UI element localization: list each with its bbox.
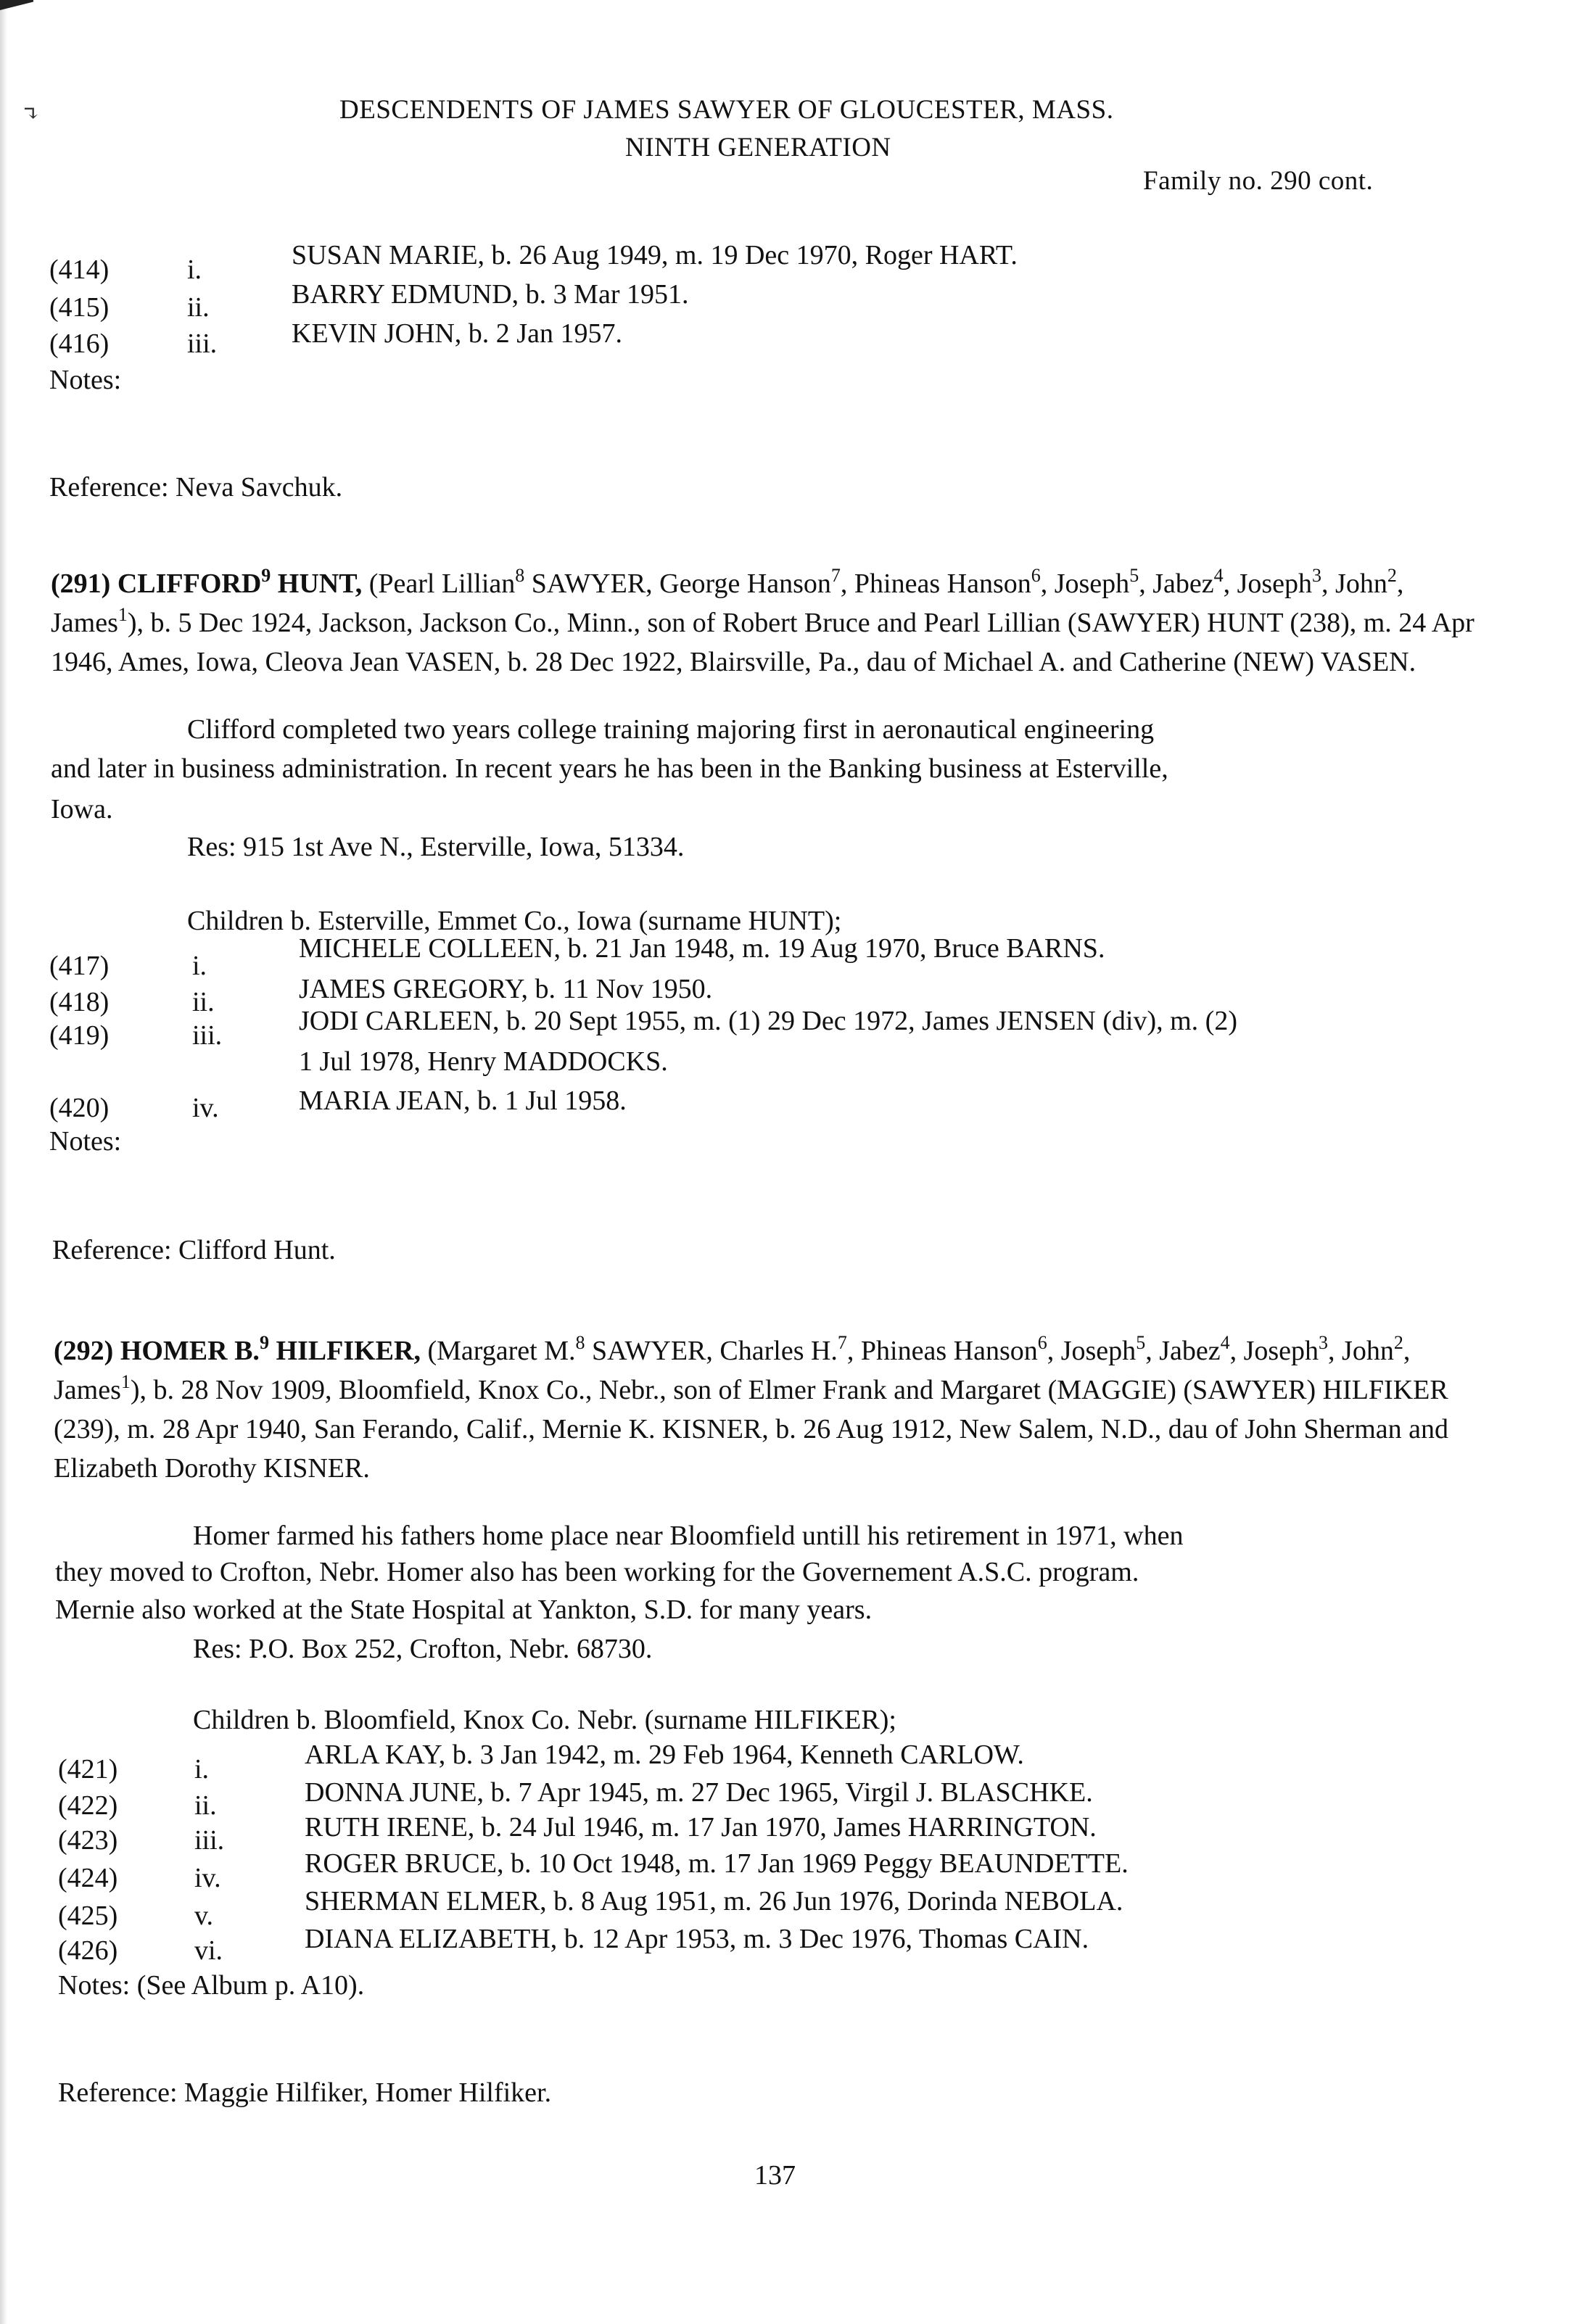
child-number: (414)	[49, 255, 110, 285]
corner-scan-mark	[0, 0, 33, 10]
page-edge-shadow	[0, 0, 7, 2324]
reference-line: Reference: Clifford Hunt.	[52, 1235, 336, 1265]
document-title: DESCENDENTS OF JAMES SAWYER OF GLOUCESTER, MASS.	[339, 95, 1114, 125]
person-surname: HUNT,	[277, 568, 363, 599]
person-surname: HILFIKER,	[276, 1336, 421, 1366]
child-roman: i.	[187, 255, 202, 285]
child-entry: RUTH IRENE, b. 24 Jul 1946, m. 17 Jan 1970, James HARRINGTON.	[305, 1812, 1097, 1843]
child-entry: JODI CARLEEN, b. 20 Sept 1955, m. (1) 29 Dec 1972, James JENSEN (div), m. (2)	[299, 1006, 1237, 1036]
child-entry: SUSAN MARIE, b. 26 Aug 1949, m. 19 Dec 1970, Roger HART.	[292, 240, 1018, 270]
person-name: CLIFFORD	[117, 568, 262, 599]
child-roman: iii.	[187, 328, 218, 359]
child-number: (420)	[49, 1093, 110, 1123]
family-291-header	[51, 564, 1487, 682]
child-entry: ROGER BRUCE, b. 10 Oct 1948, m. 17 Jan 1969 Peggy BEAUNDETTE.	[305, 1848, 1129, 1879]
children-intro: Children b. Esterville, Emmet Co., Iowa (surname HUNT);	[187, 906, 842, 936]
child-roman: ii.	[187, 292, 210, 323]
child-roman: i.	[194, 1754, 210, 1785]
child-number: (419)	[49, 1020, 110, 1051]
child-roman: ii.	[194, 1790, 217, 1821]
child-number: (426)	[58, 1935, 118, 1966]
child-number: (424)	[58, 1863, 118, 1893]
child-roman: iii.	[194, 1825, 225, 1856]
child-number: (415)	[49, 292, 110, 323]
child-entry: BARRY EDMUND, b. 3 Mar 1951.	[292, 279, 689, 310]
child-number: (421)	[58, 1754, 118, 1785]
child-number: (422)	[58, 1790, 118, 1821]
child-entry-continued: 1 Jul 1978, Henry MADDOCKS.	[299, 1046, 668, 1077]
children-intro: Children b. Bloomfield, Knox Co. Nebr. (surname HILFIKER);	[193, 1705, 896, 1735]
child-roman: ii.	[192, 987, 215, 1017]
biography-line: and later in business administration. In recent years he has been in the Banking business at Esterville,	[51, 753, 1168, 784]
child-number: (417)	[49, 951, 110, 981]
child-number: (423)	[58, 1825, 118, 1856]
family-number: (291)	[51, 568, 111, 599]
lineage-text: (Pearl Lillian$^8$ SAWYER, George Hanson$^7$, Phineas Hanson$^6$, Joseph$^5$, Jabez$^4$, Joseph$^3$, John$^2$, James$^1$), b. 5 Dec 1924, Jackson, Jackson Co., Minn., son of Robert Bruce and Pearl Lillian (SAWYER) HUNT (238), m. 24 Apr 1946, Ames, Iowa, Cleova Jean VASEN, b. 28 Dec 1922, Blairsville, Pa., dau of Michael A. and Catherine (NEW) VASEN.	[51, 565, 1475, 677]
family-reference: Family no. 290 cont.	[1143, 166, 1374, 196]
child-number: (418)	[49, 987, 110, 1017]
generation-superscript: 9	[261, 565, 271, 586]
page-number: 137	[754, 2160, 796, 2191]
child-number: (416)	[49, 328, 110, 359]
biography-line: Homer farmed his fathers home place near Bloomfield untill his retirement in 1971, when	[193, 1521, 1184, 1551]
child-entry: MARIA JEAN, b. 1 Jul 1958.	[299, 1086, 627, 1116]
child-number: (425)	[58, 1901, 118, 1931]
child-entry: SHERMAN ELMER, b. 8 Aug 1951, m. 26 Jun 1976, Dorinda NEBOLA.	[305, 1886, 1123, 1916]
child-entry: DONNA JUNE, b. 7 Apr 1945, m. 27 Dec 1965, Virgil J. BLASCHKE.	[305, 1777, 1093, 1808]
child-entry: ARLA KAY, b. 3 Jan 1942, m. 29 Feb 1964, Kenneth CARLOW.	[305, 1740, 1024, 1770]
child-entry: DIANA ELIZABETH, b. 12 Apr 1953, m. 3 Dec 1976, Thomas CAIN.	[305, 1924, 1089, 1954]
notes-label: Notes: (See Album p. A10).	[58, 1970, 365, 2001]
reference-line: Reference: Neva Savchuk.	[49, 472, 343, 503]
child-entry: MICHELE COLLEEN, b. 21 Jan 1948, m. 19 Aug 1970, Bruce BARNS.	[299, 933, 1105, 964]
child-roman: v.	[194, 1901, 214, 1931]
family-number: (292)	[54, 1336, 114, 1366]
generation-superscript: 9	[259, 1332, 269, 1353]
child-roman: i.	[192, 951, 207, 981]
residence-line: Res: P.O. Box 252, Crofton, Nebr. 68730.	[193, 1634, 653, 1664]
stray-pen-mark: ↴	[22, 102, 41, 126]
biography-line: Mernie also worked at the State Hospital at Yankton, S.D. for many years.	[55, 1595, 873, 1625]
child-entry: KEVIN JOHN, b. 2 Jan 1957.	[292, 318, 622, 349]
generation-heading: NINTH GENERATION	[625, 133, 891, 162]
child-roman: iv.	[194, 1863, 221, 1893]
reference-line: Reference: Maggie Hilfiker, Homer Hilfiker.	[58, 2077, 552, 2108]
biography-line: Clifford completed two years college training majoring first in aeronautical engineering	[187, 714, 1155, 745]
person-name: HOMER B.	[120, 1336, 260, 1366]
lineage-text: (Margaret M.$^8$ SAWYER, Charles H.$^7$, Phineas Hanson$^6$, Joseph$^5$, Jabez$^4$, Joseph$^3$, John$^2$, James$^1$), b. 28 Nov 1909, Bloomfield, Knox Co., Nebr., son of Elmer Frank and Margaret (MAGGIE) (SAWYER) HILFIKER (239), m. 28 Apr 1940, San Ferando, Calif., Mernie K. KISNER, b. 26 Aug 1912, New Salem, N.D., dau of John Sherman and Elizabeth Dorothy KISNER.	[54, 1332, 1448, 1484]
notes-label: Notes:	[49, 1126, 122, 1157]
family-292-header	[54, 1331, 1490, 1488]
biography-line: Iowa.	[51, 794, 113, 824]
biography-line: they moved to Crofton, Nebr. Homer also has been working for the Governement A.S.C. program.	[55, 1557, 1139, 1587]
notes-label: Notes:	[49, 365, 122, 395]
child-entry: JAMES GREGORY, b. 11 Nov 1950.	[299, 974, 713, 1004]
child-roman: iii.	[192, 1020, 223, 1051]
child-roman: iv.	[192, 1093, 219, 1123]
residence-line: Res: 915 1st Ave N., Esterville, Iowa, 51334.	[187, 832, 685, 862]
child-roman: vi.	[194, 1935, 223, 1966]
